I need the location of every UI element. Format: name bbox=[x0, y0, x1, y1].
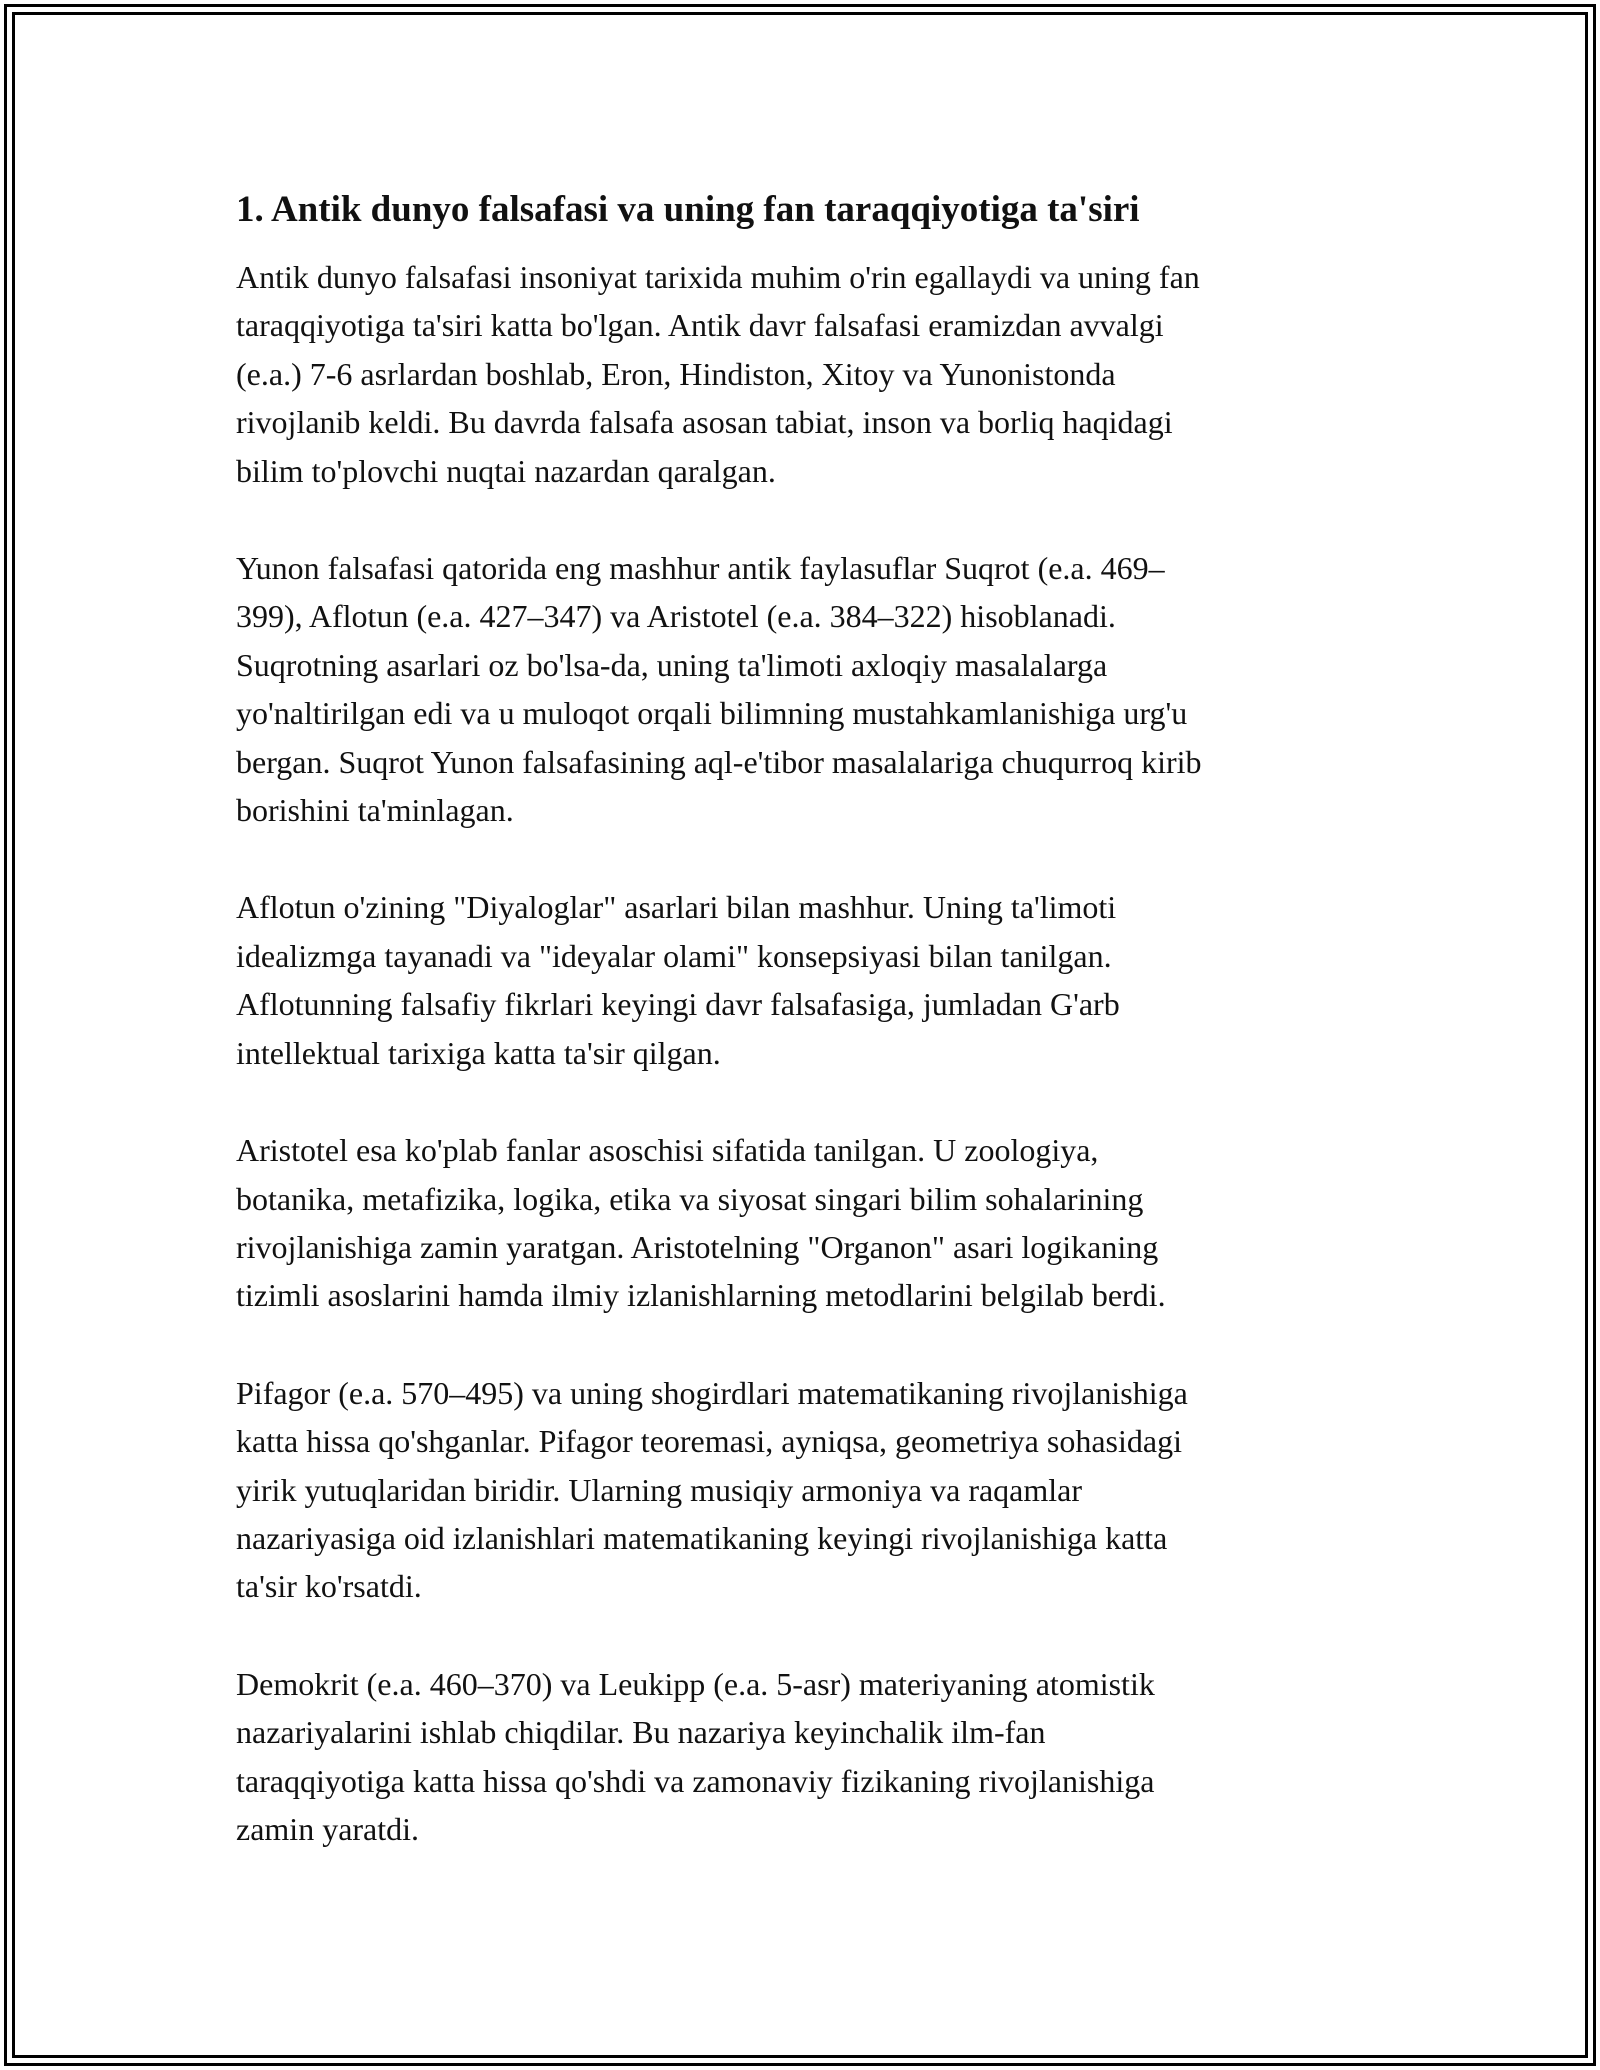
text-line: ta'sir ko'rsatdi. bbox=[236, 1568, 422, 1605]
text-line: Yunon falsafasi qatorida eng mashhur antik faylasuflar Suqrot (e.a. 469– bbox=[236, 550, 1165, 587]
text-line: zamin yaratdi. bbox=[236, 1810, 420, 1847]
text-line: bergan. Suqrot Yunon falsafasining aql-e'tibor masalalariga chuqurroq kirib bbox=[236, 743, 1202, 780]
text-line: yo'naltirilgan edi va u muloqot orqali bilimning mustahkamlanishiga urg'u bbox=[236, 695, 1188, 732]
text-line: Pifagor (e.a. 570–495) va uning shogirdlari matematikaning rivojlanishiga bbox=[236, 1374, 1188, 1411]
text-line: botanika, metafizika, logika, etika va siyosat singari bilim sohalarining bbox=[236, 1180, 1144, 1217]
text-line: borishini ta'minlagan. bbox=[236, 792, 514, 829]
paragraph-aristotel bbox=[236, 1126, 1356, 1320]
text-line: rivojlanib keldi. Bu davrda falsafa asosan tabiat, inson va borliq haqidagi bbox=[236, 404, 1173, 441]
paragraph-suqrot bbox=[236, 544, 1356, 834]
text-line: nazariyalarini ishlab chiqdilar. Bu nazariya keyinchalik ilm-fan bbox=[236, 1714, 1046, 1751]
text-line: rivojlanishiga zamin yaratgan. Aristotelning "Organon" asari logikaning bbox=[236, 1228, 1159, 1265]
section-heading: 1. Antik dunyo falsafasi va uning fan taraqqiyotiga ta'siri bbox=[236, 189, 1140, 230]
text-line: taraqqiyotiga ta'siri katta bo'lgan. Antik davr falsafasi eramizdan avvalgi bbox=[236, 307, 1164, 344]
text-line: Aflotunning falsafiy fikrlari keyingi davr falsafasiga, jumladan G'arb bbox=[236, 986, 1120, 1023]
text-line: Suqrotning asarlari oz bo'lsa-da, uning ta'limoti axloqiy masalalarga bbox=[236, 646, 1108, 683]
paragraph-pifagor bbox=[236, 1369, 1356, 1611]
text-line: Demokrit (e.a. 460–370) va Leukipp (e.a. 5-asr) materiyaning atomistik bbox=[236, 1665, 1155, 1702]
text-line: tizimli asoslarini hamda ilmiy izlanishlarning metodlarini belgilab berdi. bbox=[236, 1277, 1166, 1314]
document-body bbox=[236, 186, 1356, 1902]
text-line: Antik dunyo falsafasi insoniyat tarixida muhim o'rin egallaydi va uning fan bbox=[236, 259, 1200, 295]
text-line: intellektual tarixiga katta ta'sir qilgan. bbox=[236, 1034, 721, 1071]
text-line: bilim to'plovchi nuqtai nazardan qaralgan. bbox=[236, 452, 776, 489]
text-line: Aflotun o'zining "Diyaloglar" asarlari bilan mashhur. Uning ta'limoti bbox=[236, 889, 1117, 926]
paragraph-demokrit bbox=[236, 1660, 1356, 1854]
text-line: yirik yutuqlaridan biridir. Ularning musiqiy armoniya va raqamlar bbox=[236, 1471, 1083, 1508]
paragraph-list bbox=[236, 253, 1356, 1853]
paragraph-aflotun bbox=[236, 883, 1356, 1077]
text-line: Aristotel esa ko'plab fanlar asoschisi sifatida tanilgan. U zoologiya, bbox=[236, 1132, 1099, 1169]
text-line: (e.a.) 7-6 asrlardan boshlab, Eron, Hindiston, Xitoy va Yunonistonda bbox=[236, 355, 1116, 392]
text-line: nazariyasiga oid izlanishlari matematikaning keyingi rivojlanishiga katta bbox=[236, 1519, 1168, 1556]
text-line: katta hissa qo'shganlar. Pifagor teoremasi, ayniqsa, geometriya sohasidagi bbox=[236, 1423, 1182, 1460]
text-line: idealizmga tayanadi va "ideyalar olami" konsepsiyasi bilan tanilgan. bbox=[236, 937, 1112, 974]
text-line: 399), Aflotun (e.a. 427–347) va Aristotel (e.a. 384–322) hisoblanadi. bbox=[236, 598, 1116, 635]
text-line: taraqqiyotiga katta hissa qo'shdi va zamonaviy fizikaning rivojlanishiga bbox=[236, 1762, 1155, 1799]
paragraph-intro bbox=[236, 253, 1356, 495]
